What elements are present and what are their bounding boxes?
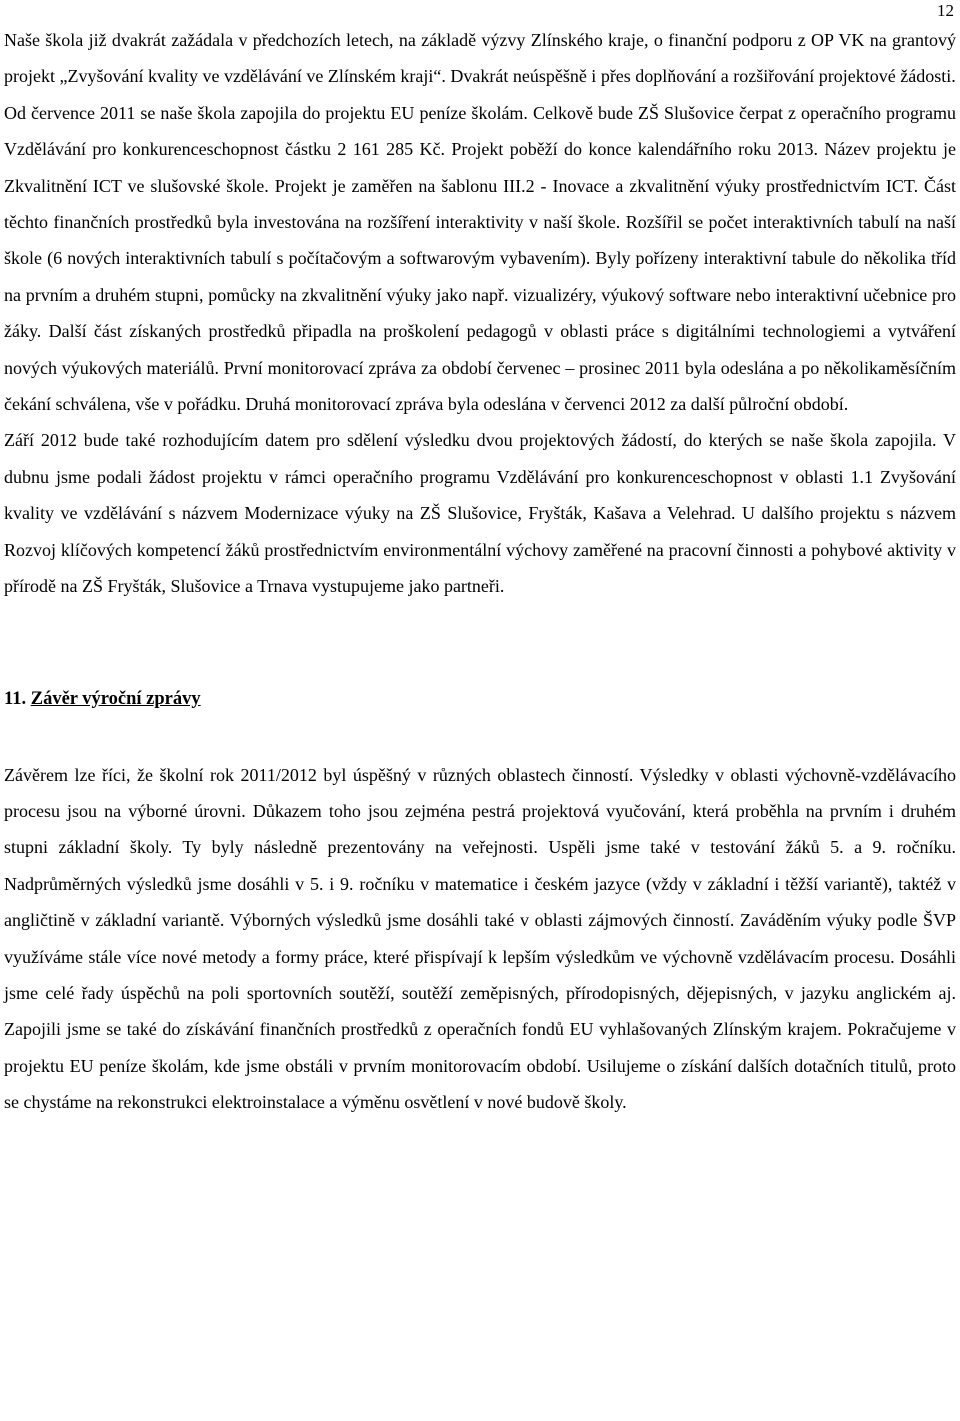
page-number: 12 (937, 1, 954, 20)
heading-gap (4, 717, 956, 757)
section-heading (4, 681, 956, 717)
paragraph-new-applications: Září 2012 bude také rozhodujícím datem pro sdělení výsledku dvou projektových žádostí, do kterých se naše škola zapojila. V dubnu jsme podali žádost projektu v rámci operačního programu Vzdělávání pro konkurenceschopnost v oblasti 1.1 Zvyšování kvality ve vzdělávání s názvem Modernizace výuky na ZŠ Slušovice, Fryšták, Kašava a Velehrad. U dalšího projektu s názvem Rozvoj klíčových kompetencí žáků prostřednictvím environmentální výchovy zaměřené na pracovní činnosti a pohybové aktivity v přírodě na ZŠ Fryšták, Slušovice a Trnava vystupujeme jako partneři. (4, 430, 956, 597)
section-title: Závěr výroční zprávy (30, 688, 201, 709)
section-number: 11. (4, 688, 27, 709)
paragraph-eu-project: Od července 2011 se naše škola zapojila do projektu EU peníze školám. Celkově bude ZŠ Slušovice čerpat z operačního programu Vzdělávání pro konkurenceschopnost částku 2 161 285 Kč. Projekt poběží do konce kalendářního roku 2013. Název projektu je Zkvalitnění ICT ve slušovské škole. Projekt je zaměřen na šablonu III.2 - Inovace a zkvalitnění výuky prostřednictvím ICT. Část těchto finančních prostředků byla investována na rozšíření interaktivity v naší škole. Rozšířil se počet interaktivních tabulí na naší škole (6 nových interaktivních tabulí s počítačovým a softwarovým vybavením). Byly pořízeny interaktivní tabule do několika tříd na prvním a druhém stupni, pomůcky na zkvalitnění výuky jako např. vizualizéry, výukový software nebo interaktivní učebnice pro žáky. Další část získaných prostředků připadla na proškolení pedagogů v oblasti práce s digitálními technologiemi a vytváření nových výukových materiálů. První monitorovací zpráva za období červenec – prosinec 2011 byla odeslána a po několikaměsíčním čekání schválena, vše v pořádku. Druhá monitorovací zpráva byla odeslána v červenci 2012 za další půlroční období. (4, 102, 956, 415)
paragraph-conclusion: Závěrem lze říci, že školní rok 2011/2012 byl úspěšný v různých oblastech činností. Výsledky v oblasti výchovně-vzdělávacího procesu jsou na výborné úrovni. Důkazem toho jsou zejména pestrá projektová vyučování, která proběhla na prvním i druhém stupni základní školy. Ty byly následně prezentovány na veřejnosti. Uspěli jsme také v testování žáků 5. a 9. ročníku. Nadprůměrných výsledků jsme dosáhli v 5. i 9. ročníku v matematice i českém jazyce (vždy v základní i těžší variantě), taktéž v angličtině v základní variantě. Výborných výsledků jsme dosáhli také v oblasti zájmových činností. Zaváděním výuky podle ŠVP využíváme stále více nové metody a formy práce, které přispívají k lepším výsledkům ve výchovně vzdělávacím procesu. Dosáhli jsme celé řady úspěchů na poli sportovních soutěží, soutěží zeměpisných, přírodopisných, dějepisných, v jazyku anglickém aj. Zapojili jsme se také do získávání finančních prostředků z operačních fondů EU vyhlašovaných Zlínským krajem. Pokračujeme v projektu EU peníze školám, kde jsme obstáli v prvním monitorovacím období. Usilujeme o získání dalších dotačních titulů, proto se chystáme na rekonstrukci elektroinstalace a výměnu osvětlení v nové budově školy. (4, 764, 956, 1113)
section-spacer (4, 605, 956, 681)
document-body (4, 22, 956, 1121)
paragraph-grant-attempts: Naše škola již dvakrát zažádala v předchozích letech, na základě výzvy Zlínského kraje, o finanční podporu z OP VK na grantový projekt „Zvyšování kvality ve vzdělávání ve Zlínském kraji“. Dvakrát neúspěšně i přes doplňování a rozšiřování projektové žádosti. (4, 30, 956, 87)
